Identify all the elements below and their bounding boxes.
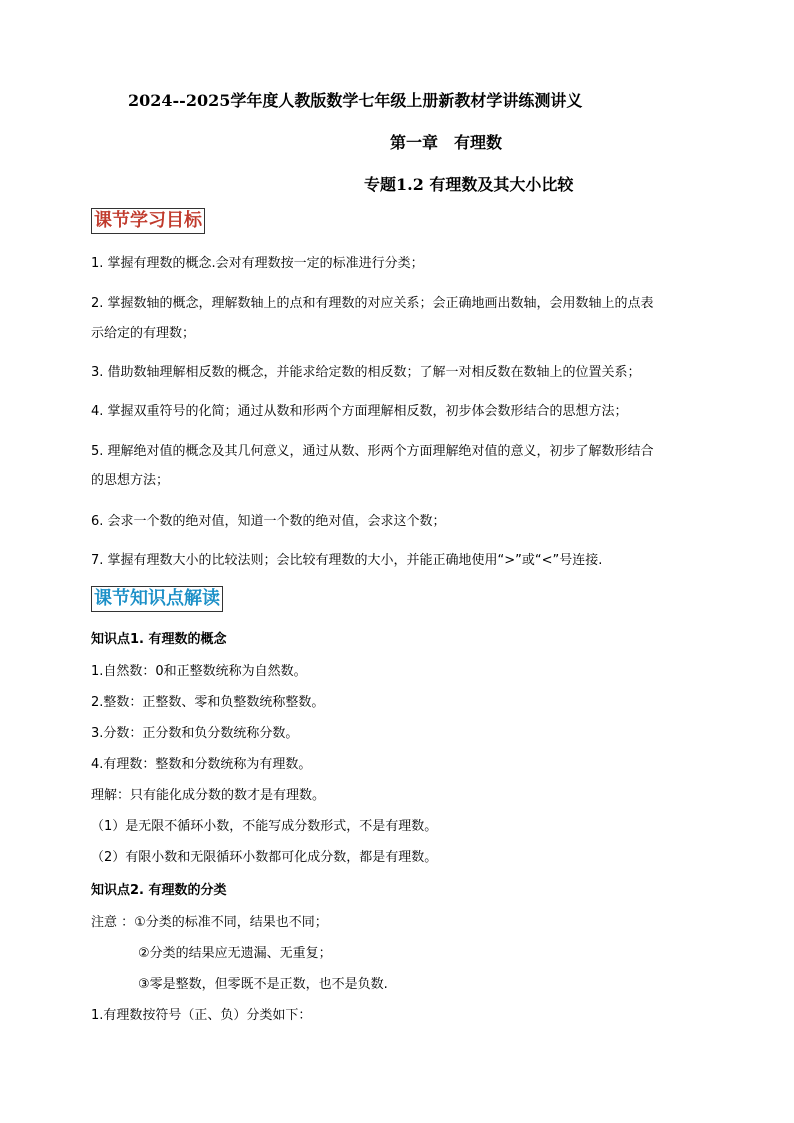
topic-title: 专题1.2 有理数及其大小比较 (364, 175, 574, 194)
section-label-knowledge-points: 课节知识点解读 (91, 586, 223, 612)
goal-item: 的思想方法； (91, 473, 170, 488)
chapter-title: 第一章 有理数 (390, 133, 503, 152)
goal-item: 1. 掌握有理数的概念.会对有理数按一定的标准进行分类； (91, 256, 424, 271)
document-title: 2024--2025学年度人教版数学七年级上册新教材学讲练测讲义 (128, 91, 583, 110)
knowledge-heading-1: 知识点1. 有理数的概念 (91, 632, 227, 647)
goal-item: 7. 掌握有理数大小的比较法则；会比较有理数的大小，并能正确地使用“>”或“<”号连接. (91, 553, 603, 568)
goal-item: 2. 掌握数轴的概念，理解数轴上的点和有理数的对应关系；会正确地画出数轴，会用数轴上的点表 (91, 296, 654, 311)
knowledge-line: 理解：只有能化成分数的数才是有理数。 (91, 788, 326, 803)
section-label-learning-goals: 课节学习目标 (91, 208, 205, 234)
knowledge-line: 4.有理数：整数和分数统称为有理数。 (91, 757, 312, 772)
goal-item: 4. 掌握双重符号的化简；通过从数和形两个方面理解相反数，初步体会数形结合的思想方法； (91, 404, 628, 419)
knowledge-line: ②分类的结果应无遗漏、无重复； (138, 946, 332, 961)
goal-item: 6. 会求一个数的绝对值，知道一个数的绝对值，会求这个数； (91, 514, 446, 529)
knowledge-heading-2: 知识点2. 有理数的分类 (91, 883, 227, 898)
goal-item: 示给定的有理数； (91, 326, 196, 341)
goal-item: 3. 借助数轴理解相反数的概念，并能求给定数的相反数；了解一对相反数在数轴上的位置关系； (91, 365, 641, 380)
knowledge-line: ③零是整数，但零既不是正数，也不是负数. (138, 977, 388, 992)
goal-item: 5. 理解绝对值的概念及其几何意义，通过从数、形两个方面理解绝对值的意义，初步了解数形结合 (91, 444, 654, 459)
knowledge-line: 1.自然数：0和正整数统称为自然数。 (91, 664, 307, 679)
knowledge-line: 3.分数：正分数和负分数统称分数。 (91, 726, 299, 741)
knowledge-line: 2.整数：正整数、零和负整数统称整数。 (91, 695, 325, 710)
knowledge-line: 注意 ：①分类的标准不同，结果也不同； (91, 915, 328, 930)
knowledge-line: （2）有限小数和无限循环小数都可化成分数，都是有理数。 (91, 850, 438, 865)
knowledge-line: （1）是无限不循环小数，不能写成分数形式，不是有理数。 (91, 819, 438, 834)
knowledge-line: 1.有理数按符号（正、负）分类如下： (91, 1008, 312, 1023)
